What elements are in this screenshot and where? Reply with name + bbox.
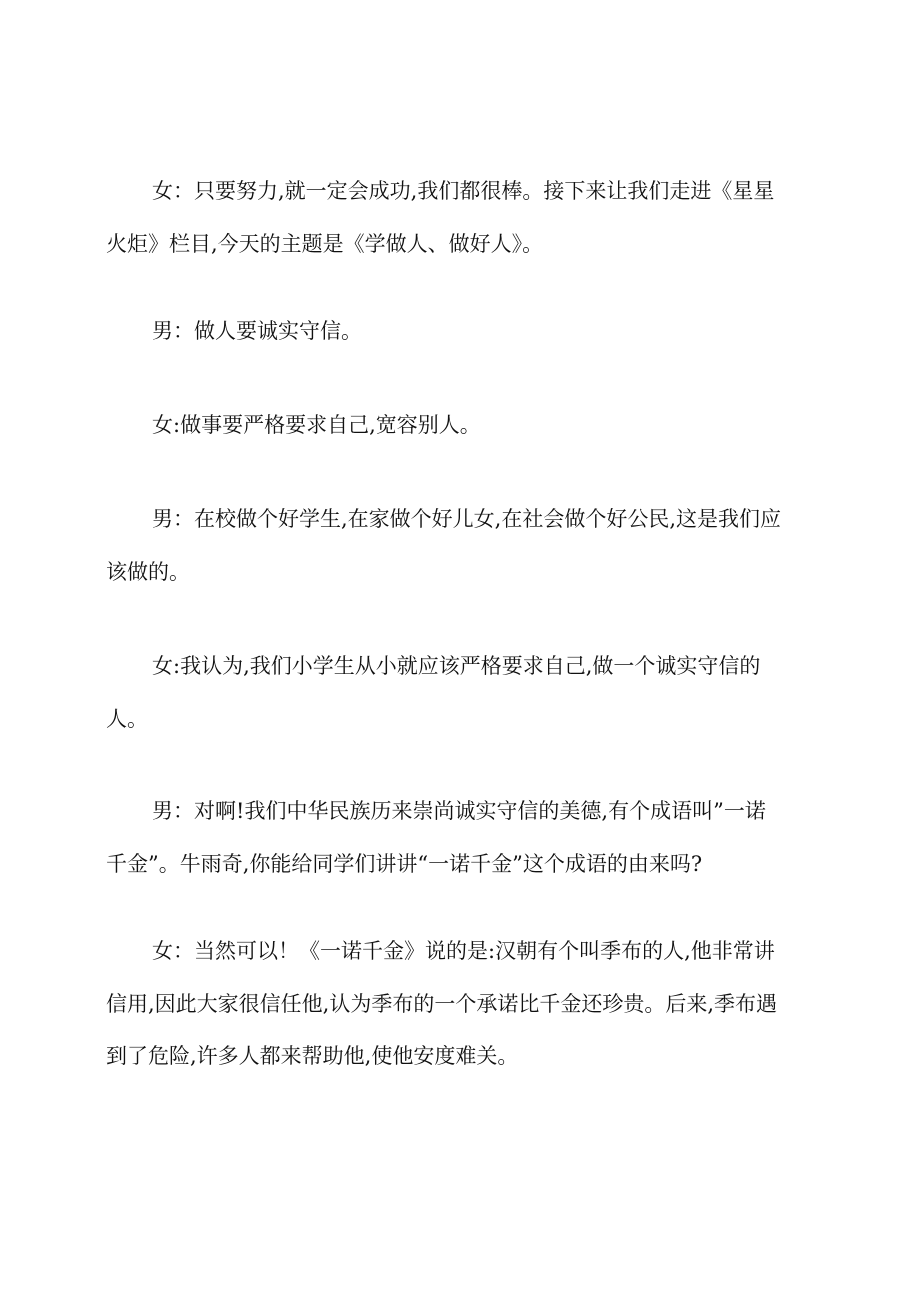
paragraph-4-line-2: 该做的。 — [106, 560, 190, 584]
paragraph-7-line-2: 信用,因此大家很信任他,认为季布的一个承诺比千金还珍贵。后来,季布遇 — [106, 992, 778, 1016]
paragraph-2-line-1: 男：做人要诚实守信。 — [152, 319, 362, 343]
paragraph-6-line-1: 男：对啊!我们中华民族历来崇尚诚实守信的美德,有个成语叫”一诺 — [152, 799, 766, 823]
paragraph-5-line-1: 女:我认为,我们小学生从小就应该严格要求自己,做一个诚实守信的 — [152, 654, 761, 678]
paragraph-3-line-1: 女:做事要严格要求自己,宽容别人。 — [152, 413, 481, 437]
paragraph-1-line-1: 女：只要努力,就一定会成功,我们都很棒。接下来让我们走进《星星 — [152, 179, 775, 203]
paragraph-5-line-2: 人。 — [106, 707, 148, 731]
paragraph-6-line-2: 千金”。牛雨奇,你能给同学们讲讲“一诺千金”这个成语的由来吗? — [106, 852, 703, 876]
paragraph-1-line-2: 火炬》栏目,今天的主题是《学做人、做好人》。 — [106, 232, 544, 256]
paragraph-7-line-3: 到了危险,许多人都来帮助他,使他安度难关。 — [106, 1044, 519, 1068]
paragraph-7-line-1: 女：当然可以！《一诺千金》说的是:汉朝有个叫季布的人,他非常讲 — [152, 939, 775, 963]
paragraph-4-line-1: 男：在校做个好学生,在家做个好儿女,在社会做个好公民,这是我们应 — [152, 507, 782, 531]
